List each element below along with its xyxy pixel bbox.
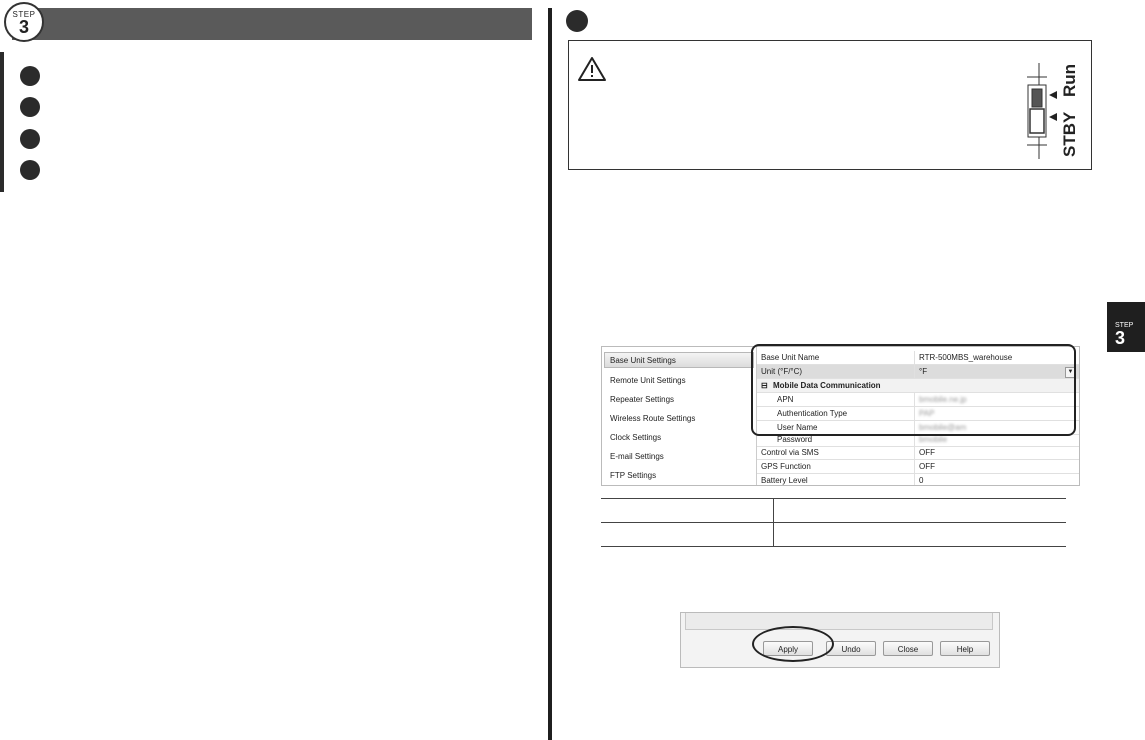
row-value: bmobile@am — [919, 423, 967, 432]
column-divider — [548, 8, 552, 740]
table-line — [601, 522, 1066, 523]
apply-button[interactable]: Apply — [763, 641, 813, 656]
row-value: 0 — [919, 476, 924, 485]
row-value: RTR-500MBS_warehouse — [919, 353, 1013, 362]
step-header-bar — [12, 8, 532, 40]
left-accent-bar — [0, 52, 4, 192]
nav-item-ftp[interactable]: FTP Settings — [610, 471, 657, 480]
row-value: OFF — [919, 448, 935, 457]
row-key: APN — [777, 395, 794, 404]
side-tab-number: 3 — [1115, 328, 1126, 348]
row-key: Battery Level — [761, 476, 808, 485]
button-bar-screenshot — [680, 612, 1000, 668]
nav-item-wireless-route[interactable]: Wireless Route Settings — [610, 414, 696, 423]
undo-button[interactable]: Undo — [826, 641, 876, 656]
row-control-sms[interactable] — [757, 446, 1080, 460]
row-key: Unit (°F/°C) — [761, 367, 803, 376]
nav-item-remote-unit[interactable]: Remote Unit Settings — [610, 376, 686, 385]
switch-label-run: Run — [1060, 63, 1079, 97]
panel-edge — [685, 613, 993, 630]
nav-item-repeater[interactable]: Repeater Settings — [610, 395, 675, 404]
row-key: Base Unit Name — [761, 353, 820, 362]
switch-label-stby: STBY — [1060, 111, 1079, 157]
table-line — [601, 546, 1066, 547]
close-button[interactable]: Close — [883, 641, 933, 656]
row-value: bmobile — [919, 435, 948, 444]
table-line — [601, 498, 1066, 499]
dropdown-arrow-icon[interactable]: ▼ — [1065, 367, 1076, 378]
nav-item-email[interactable]: E-mail Settings — [610, 452, 664, 461]
row-key: Mobile Data Communication — [773, 381, 881, 390]
table-divider — [773, 498, 774, 546]
row-value: bmobile.ne.jp — [919, 395, 967, 404]
apply-highlight-ring — [752, 626, 834, 662]
step-badge-label: STEP — [12, 10, 36, 19]
step-bullet-4 — [20, 160, 40, 180]
row-battery[interactable] — [757, 474, 1080, 486]
settings-nav — [602, 347, 756, 485]
warning-box — [568, 40, 1092, 170]
switch-diagram — [1013, 55, 1089, 161]
group-collapse-icon[interactable]: ⊟ — [761, 381, 768, 390]
step-badge-number: 3 — [18, 17, 29, 37]
highlight-ring — [751, 344, 1076, 436]
warning-icon — [577, 55, 607, 83]
side-step-tab — [1107, 302, 1145, 352]
step-bullet-2 — [20, 97, 40, 117]
row-key: GPS Function — [761, 462, 811, 471]
help-button[interactable]: Help — [940, 641, 990, 656]
step-bullet-5 — [566, 10, 588, 32]
row-gps[interactable] — [757, 460, 1080, 474]
row-value: °F — [919, 367, 928, 376]
nav-item-clock[interactable]: Clock Settings — [610, 433, 662, 442]
row-key: Authentication Type — [777, 409, 848, 418]
row-key: Control via SMS — [761, 448, 819, 457]
row-value: PAP — [919, 409, 935, 418]
step-bullet-1 — [20, 66, 40, 86]
side-tab-label: STEP — [1115, 322, 1134, 329]
row-key: Password — [777, 435, 813, 444]
step-bullet-3 — [20, 129, 40, 149]
nav-item-base-unit[interactable]: Base Unit Settings — [610, 356, 676, 365]
row-value: OFF — [919, 462, 935, 471]
step-badge — [4, 2, 44, 42]
row-key: User Name — [777, 423, 818, 432]
